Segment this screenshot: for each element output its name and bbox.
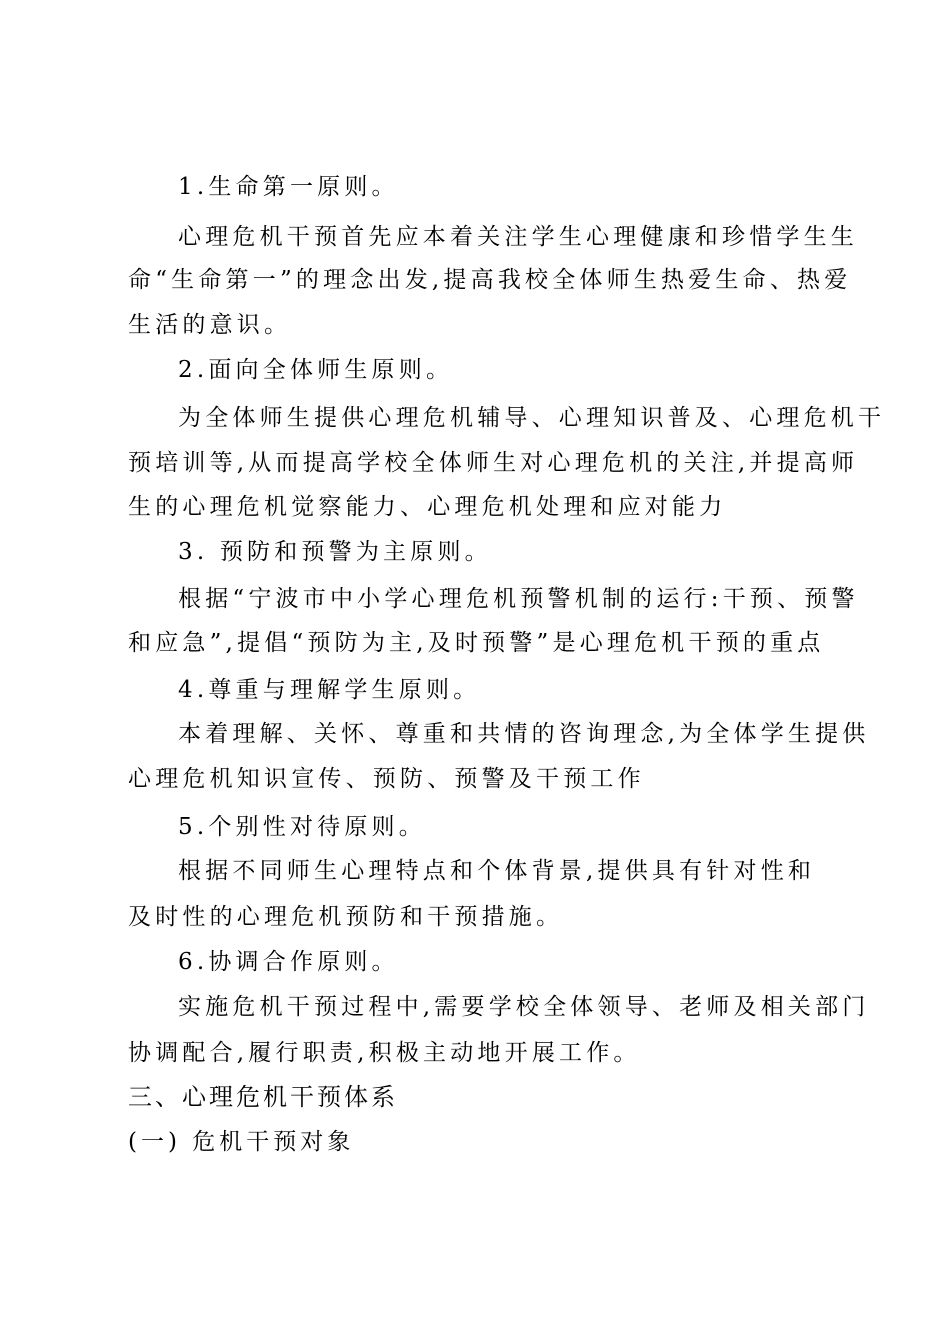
- section-heading: 三、心理危机干预体系: [128, 1083, 398, 1111]
- paragraph-line: 为全体师生提供心理危机辅导、心理知识普及、心理危机干: [178, 405, 886, 431]
- principle-5-title: 5.个别性对待原则。: [178, 814, 426, 840]
- paragraph-line: 心理危机干预首先应本着关注学生心理健康和珍惜学生生: [178, 224, 858, 250]
- principle-4-title: 4.尊重与理解学生原则。: [178, 677, 481, 703]
- paragraph-line: 预培训等,从而提高学校全体师生对心理危机的关注,并提高师: [128, 450, 859, 476]
- paragraph-line: 协调配合,履行职责,积极主动地开展工作。: [128, 1040, 641, 1066]
- principle-2-title: 2.面向全体师生原则。: [178, 357, 454, 383]
- subsection-heading: (一) 危机干预对象: [128, 1129, 355, 1155]
- principle-6-title: 6.协调合作原则。: [178, 949, 399, 975]
- paragraph-line: 生的心理危机觉察能力、心理危机处理和应对能力: [128, 494, 727, 520]
- paragraph-line: 生活的意识。: [128, 312, 292, 338]
- paragraph-line: 及时性的心理危机预防和干预措施。: [128, 904, 564, 930]
- paragraph-line: 根据“宁波市中小学心理危机预警机制的运行:干预、预警: [178, 586, 859, 612]
- paragraph-line: 心理危机知识宣传、预防、预警及干预工作: [128, 766, 645, 792]
- paragraph-line: 命“生命第一”的理念出发,提高我校全体师生热爱生命、热爱: [128, 267, 852, 293]
- paragraph-line: 根据不同师生心理特点和个体背景,提供具有针对性和: [178, 858, 816, 884]
- paragraph-line: 实施危机干预过程中,需要学校全体领导、老师及相关部门: [178, 994, 870, 1020]
- principle-3-title: 3. 预防和预警为主原则。: [178, 539, 492, 565]
- paragraph-line: 和应急”,提倡“预防为主,及时预警”是心理危机干预的重点: [128, 630, 825, 656]
- principle-1-title: 1.生命第一原则。: [178, 174, 399, 200]
- paragraph-line: 本着理解、关怀、尊重和共情的咨询理念,为全体学生提供: [178, 721, 870, 747]
